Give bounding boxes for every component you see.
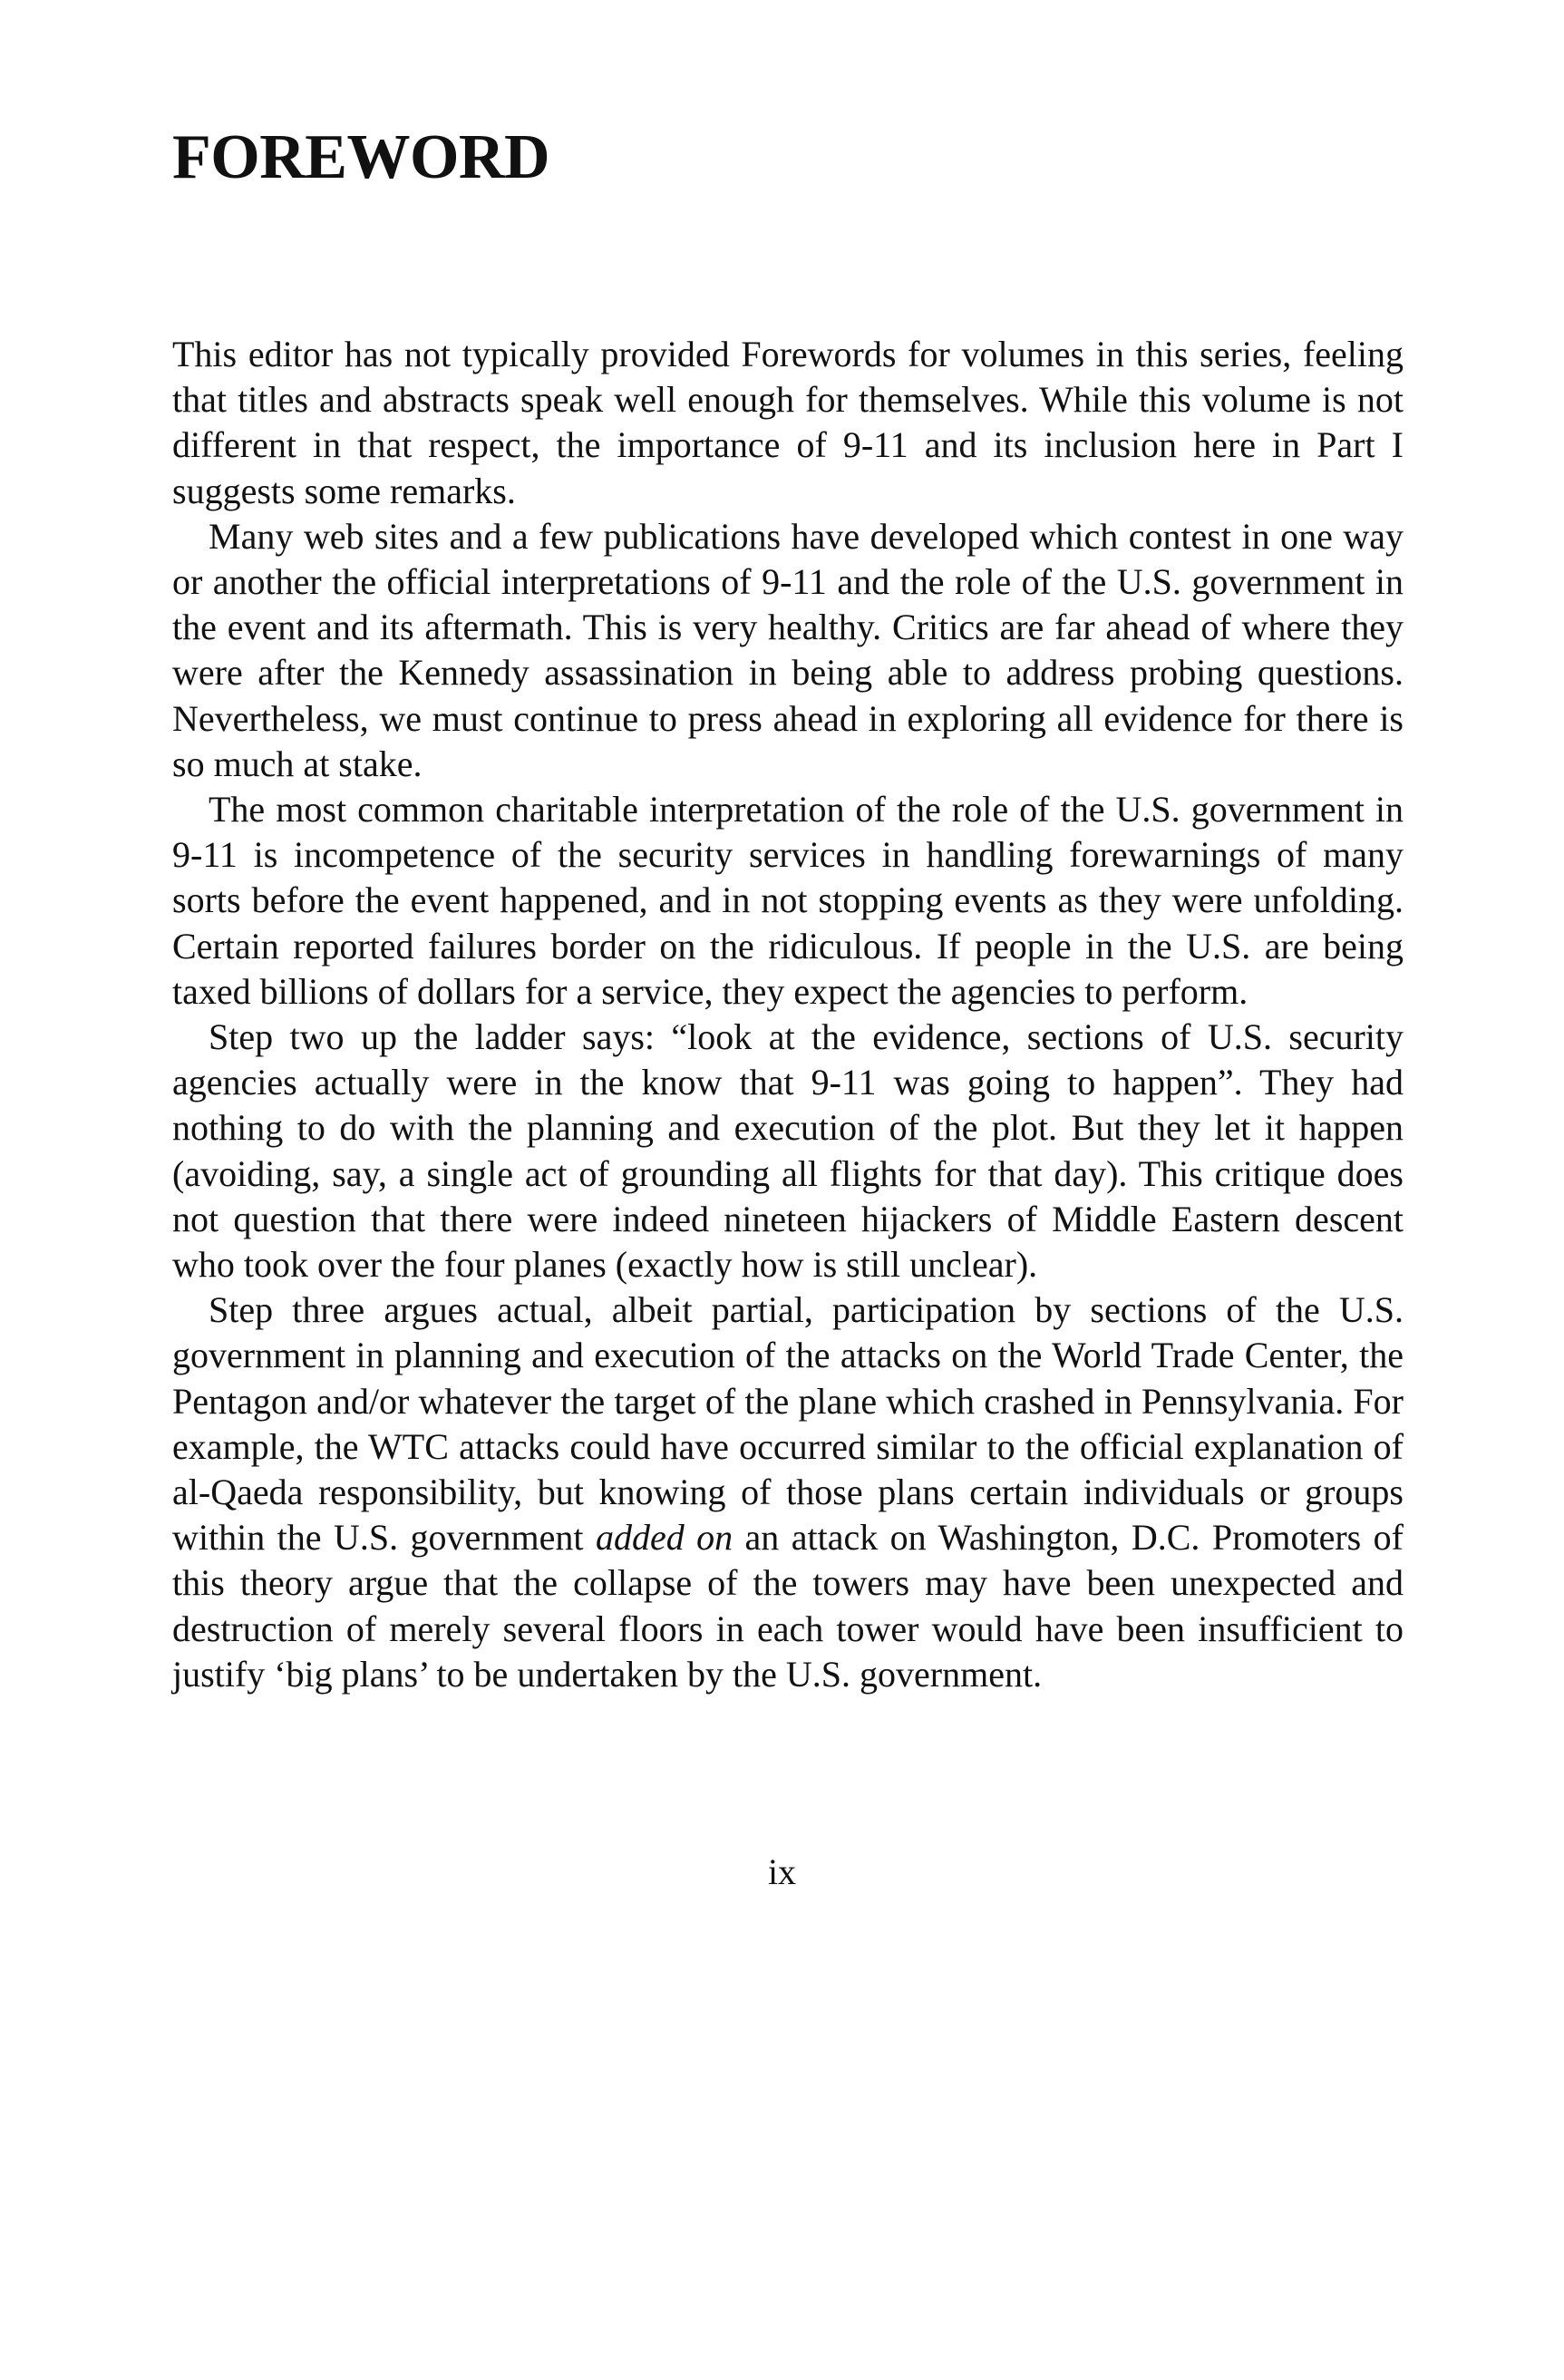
paragraph-5-emphasis: added on	[595, 1517, 733, 1559]
page-number: ix	[767, 1851, 797, 1892]
paragraph-5-text-after: an attack on Washington, D.C. Promoters of this theory argue that the collapse of the towers may have been unexpected and destruction of merely several floors in each tower would have been insufficient to justify ‘big plans’ to be undertaken by the U.S. government.	[172, 1517, 1404, 1695]
paragraph-4: Step two up the ladder says: “look at the evidence, sections of U.S. security agencies actually were in the know that 9-11 was going to happen”. They had nothing to do with the planning and execution of the plot. But they let it happen (avoiding, say, a single act of grounding all flights for that day). This critique does not question that there were indeed nineteen hijackers of Middle Eastern descent who took over the four planes (exactly how is still unclear).	[172, 1016, 1404, 1286]
paragraph-3: The most common charitable interpretation of the role of the U.S. government in 9-11 is incompetence of the security services in handling forewarnings of many sorts before the event happened, and in not stopping events as they were unfolding. Certain reported failures border on the ridiculous. If people in the U.S. are being taxed billions of dollars for a service, they expect the agencies to perform.	[172, 789, 1404, 1012]
paragraph-5-text-before: Step three argues actual, albeit partial, participation by sections of the U.S. government in planning and execution of the attacks on the World Trade Center, the Pentagon and/or whatever the target of the plane which crashed in Pennsylvania. For example, the WTC attacks could have occurred similar to the official explanation of al-Qaeda responsibility, but knowing of those plans certain individuals or groups within the U.S. government	[172, 1289, 1404, 1559]
paragraph-2: Many web sites and a few publications have developed which contest in one way or another the official interpretations of 9-11 and the role of the U.S. government in the event and its aftermath. This is very healthy. Critics are far ahead of where they were after the Kennedy assassination in being able to address probing questions. Nevertheless, we must continue to press ahead in exploring all evidence for there is so much at stake.	[172, 515, 1404, 784]
page-title: FOREWORD	[172, 122, 549, 192]
paragraph-1: This editor has not typically provided Forewords for volumes in this series, feeling that titles and abstracts speak well enough for themselves. While this volume is not different in that respect, the importance of 9-11 and its inclusion here in Part I suggests some remarks.	[172, 334, 1404, 511]
paragraph-5	[172, 1287, 1404, 1697]
foreword-body	[172, 332, 1404, 1697]
